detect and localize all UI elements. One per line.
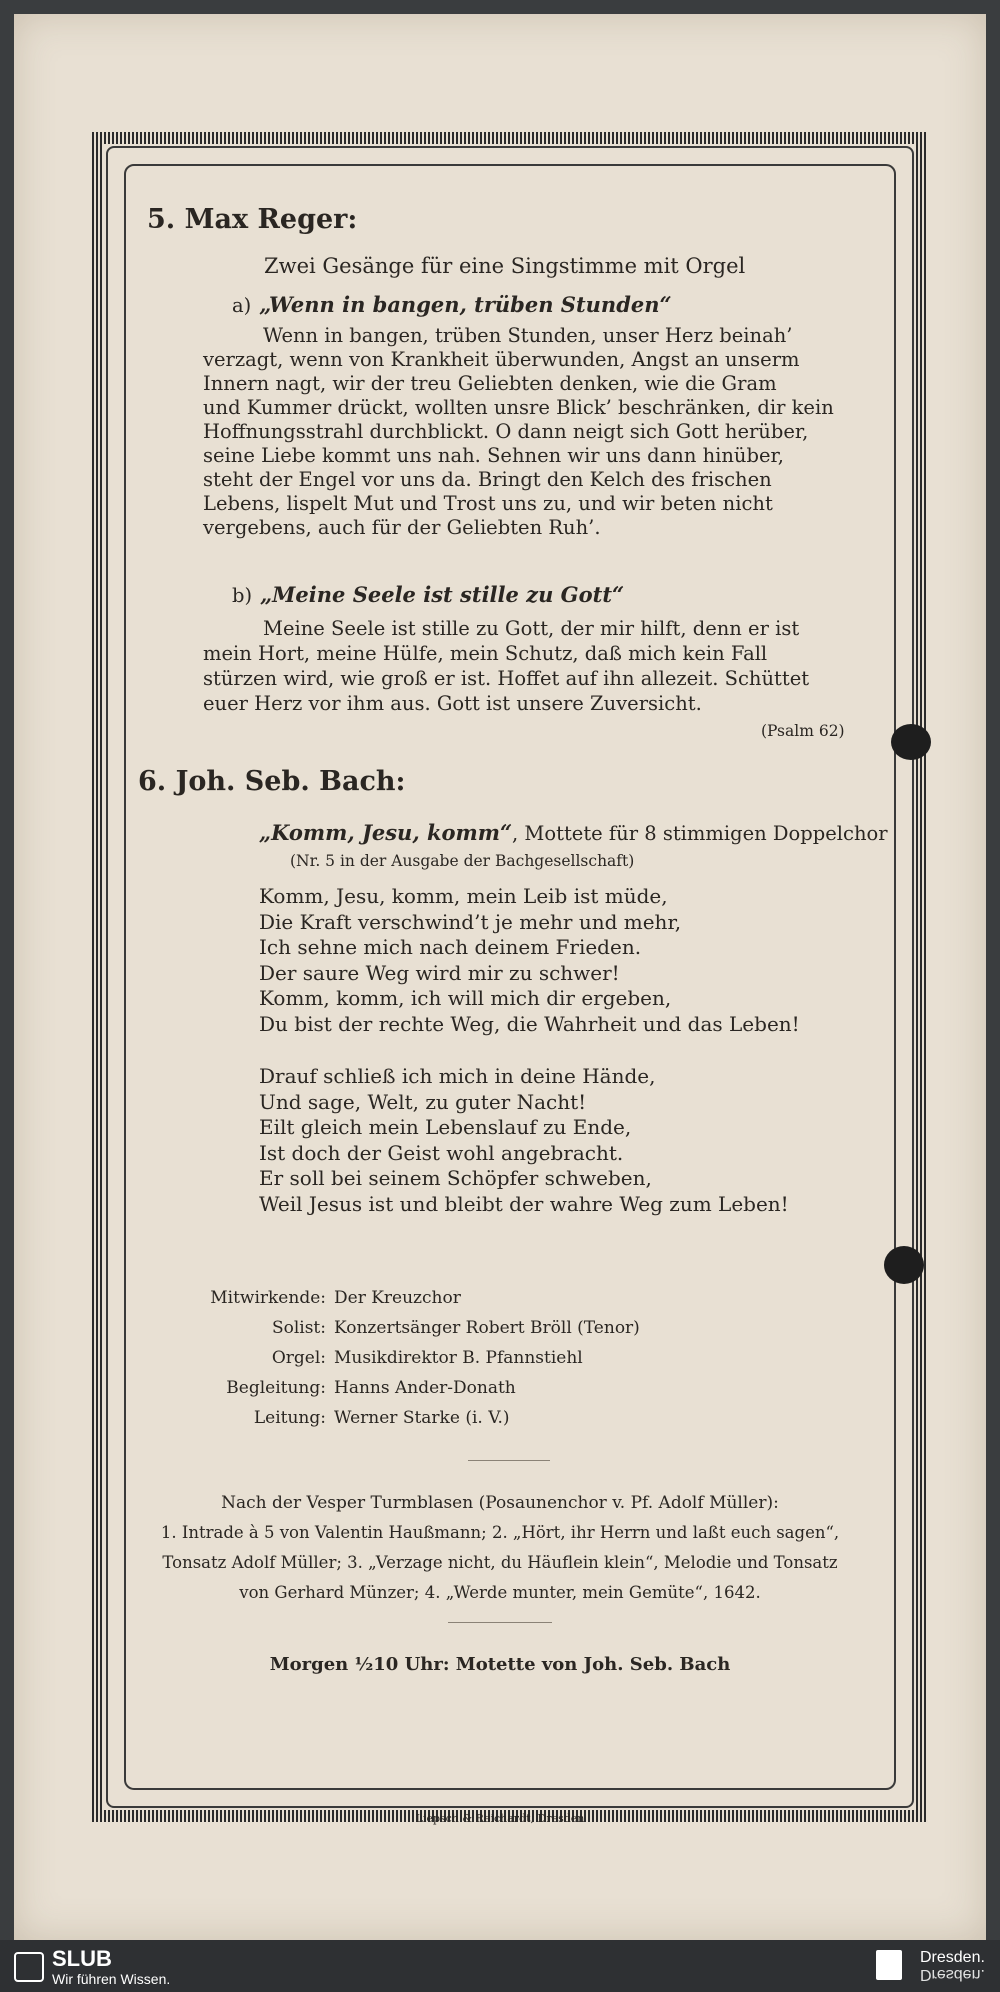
after-vesper-line: Tonsatz Adolf Müller; 3. „Verzage nicht, du Häuflein klein“, Melodie und Tonsatz — [162, 1553, 838, 1572]
song-b-text — [203, 616, 857, 716]
tomorrow-notice: Morgen ½10 Uhr: Motette von Joh. Seb. Bach — [269, 1654, 731, 1675]
credit-name: Konzertsänger Robert Bröll (Tenor) — [334, 1318, 640, 1338]
credit-row — [141, 1288, 461, 1308]
motet-title-line — [259, 820, 888, 845]
slub-logo-icon — [14, 1952, 44, 1982]
credit-role: Orgel: — [271, 1348, 326, 1368]
section-6-heading: 6. Joh. Seb. Bach: — [138, 766, 406, 797]
after-vesper-line: 1. Intrade à 5 von Valentin Haußmann; 2. „Hört, ihr Herrn und laßt euch sagen“, — [160, 1523, 840, 1542]
partner-line-2: Dresden. — [920, 1966, 985, 1983]
verse-line: Und sage, Welt, zu guter Nacht! — [259, 1089, 587, 1114]
text-line: steht der Engel vor uns da. Bringt den Kelch des frischen — [203, 468, 772, 491]
verse-line: Der saure Weg wird mir zu schwer! — [259, 960, 620, 985]
footer-bar — [0, 1940, 1000, 1992]
text-line: Innern nagt, wir der treu Geliebten denken, wie die Gram — [203, 372, 777, 395]
verse-line: Ich sehne mich nach deinem Frieden. — [259, 935, 642, 959]
song-a-header — [232, 292, 672, 317]
punch-hole — [891, 724, 931, 760]
verse-line: Eilt gleich mein Lebenslauf zu Ende, — [259, 1115, 632, 1139]
credit-row — [141, 1378, 516, 1398]
song-b-label: b) — [232, 584, 253, 607]
credit-role: Begleitung: — [226, 1378, 326, 1398]
credit-name: Der Kreuzchor — [334, 1288, 461, 1308]
after-vesper-line: von Gerhard Münzer; 4. „Werde munter, mein Gemüte“, 1642. — [239, 1583, 761, 1602]
after-vesper-block — [130, 1488, 870, 1608]
text-line: stürzen wird, wie groß er ist. Hoffet auf ihn allezeit. Schüttet — [203, 667, 810, 690]
credit-name: Musikdirektor B. Pfannstiehl — [334, 1348, 583, 1368]
footer-partner[interactable] — [920, 1950, 985, 1982]
psalm-source: (Psalm 62) — [761, 722, 845, 740]
verse-line: Er soll bei seinem Schöpfer schweben, — [259, 1166, 652, 1190]
verse-line: Drauf schließ ich mich in deine Hände, — [259, 1064, 656, 1088]
song-a-label: a) — [232, 294, 252, 317]
credit-row — [141, 1408, 510, 1428]
edition-note: (Nr. 5 in der Ausgabe der Bachgesellschaft) — [290, 852, 635, 870]
verse-line: Weil Jesus ist und bleibt der wahre Weg zum Leben! — [259, 1191, 789, 1216]
printer-imprint: Liepsch & Reichardt, Dresden — [415, 1812, 585, 1825]
divider — [448, 1622, 552, 1623]
footer-tagline: Wir führen Wissen. — [52, 1971, 171, 1987]
verse-line: Ist doch der Geist wohl angebracht. — [259, 1140, 624, 1165]
text-line: mein Hort, meine Hülfe, mein Schutz, daß mich kein Fall — [203, 642, 768, 665]
verse-line: Komm, komm, ich will mich dir ergeben, — [259, 986, 672, 1010]
verse-line: Die Kraft verschwind’t je mehr und mehr, — [259, 909, 682, 934]
credit-name: Werner Starke (i. V.) — [334, 1408, 510, 1428]
punch-hole — [884, 1246, 924, 1284]
text-line: Lebens, lispelt Mut und Trost uns zu, und wir beten nicht — [203, 492, 773, 515]
credit-row — [141, 1348, 583, 1368]
footer-brand[interactable]: SLUB — [52, 1946, 112, 1971]
credit-role: Mitwirkende: — [210, 1288, 326, 1308]
text-line: und Kummer drückt, wollten unsre Blick’ beschränken, dir kein — [203, 396, 834, 419]
song-a-text — [203, 324, 857, 540]
song-b-title: „Meine Seele ist stille zu Gott“ — [260, 582, 625, 607]
song-b-header — [232, 582, 624, 607]
text-line: seine Liebe kommt uns nah. Sehnen wir uns dann hinüber, — [203, 444, 784, 467]
text-line: verzagt, wenn von Krankheit überwunden, Angst an unserm — [203, 348, 800, 371]
section-5-subtitle: Zwei Gesänge für eine Singstimme mit Orgel — [264, 254, 746, 278]
text-line: Hoffnungsstrahl durchblickt. O dann neigt sich Gott herüber, — [203, 420, 809, 443]
stanza-2 — [259, 1064, 789, 1217]
text-line: vergebens, auch für der Geliebten Ruh’. — [203, 516, 601, 539]
dresden-coat-of-arms-icon — [876, 1950, 902, 1980]
credit-name: Hanns Ander-Donath — [334, 1378, 516, 1398]
motet-desc: , Mottete für 8 stimmigen Doppelchor — [512, 822, 888, 845]
text-line: Wenn in bangen, trüben Stunden, unser Herz beinah’ — [263, 324, 793, 347]
verse-line: Du bist der rechte Weg, die Wahrheit und das Leben! — [259, 1011, 800, 1036]
partner-line-1: Dresden. — [920, 1949, 985, 1966]
divider — [468, 1460, 550, 1461]
motet-title: „Komm, Jesu, komm“ — [259, 820, 513, 845]
verse-line: Komm, Jesu, komm, mein Leib ist müde, — [259, 884, 668, 908]
credit-row — [141, 1318, 640, 1338]
section-5-heading: 5. Max Reger: — [147, 204, 358, 235]
after-vesper-line: Nach der Vesper Turmblasen (Posaunenchor v. Pf. Adolf Müller): — [221, 1493, 779, 1513]
credit-role: Solist: — [271, 1318, 326, 1338]
text-line: euer Herz vor ihm aus. Gott ist unsere Zuversicht. — [203, 692, 702, 715]
stanza-1 — [259, 884, 800, 1037]
song-a-title: „Wenn in bangen, trüben Stunden“ — [259, 292, 672, 317]
text-line: Meine Seele ist stille zu Gott, der mir hilft, denn er ist — [263, 617, 800, 640]
credit-role: Leitung: — [253, 1408, 326, 1428]
